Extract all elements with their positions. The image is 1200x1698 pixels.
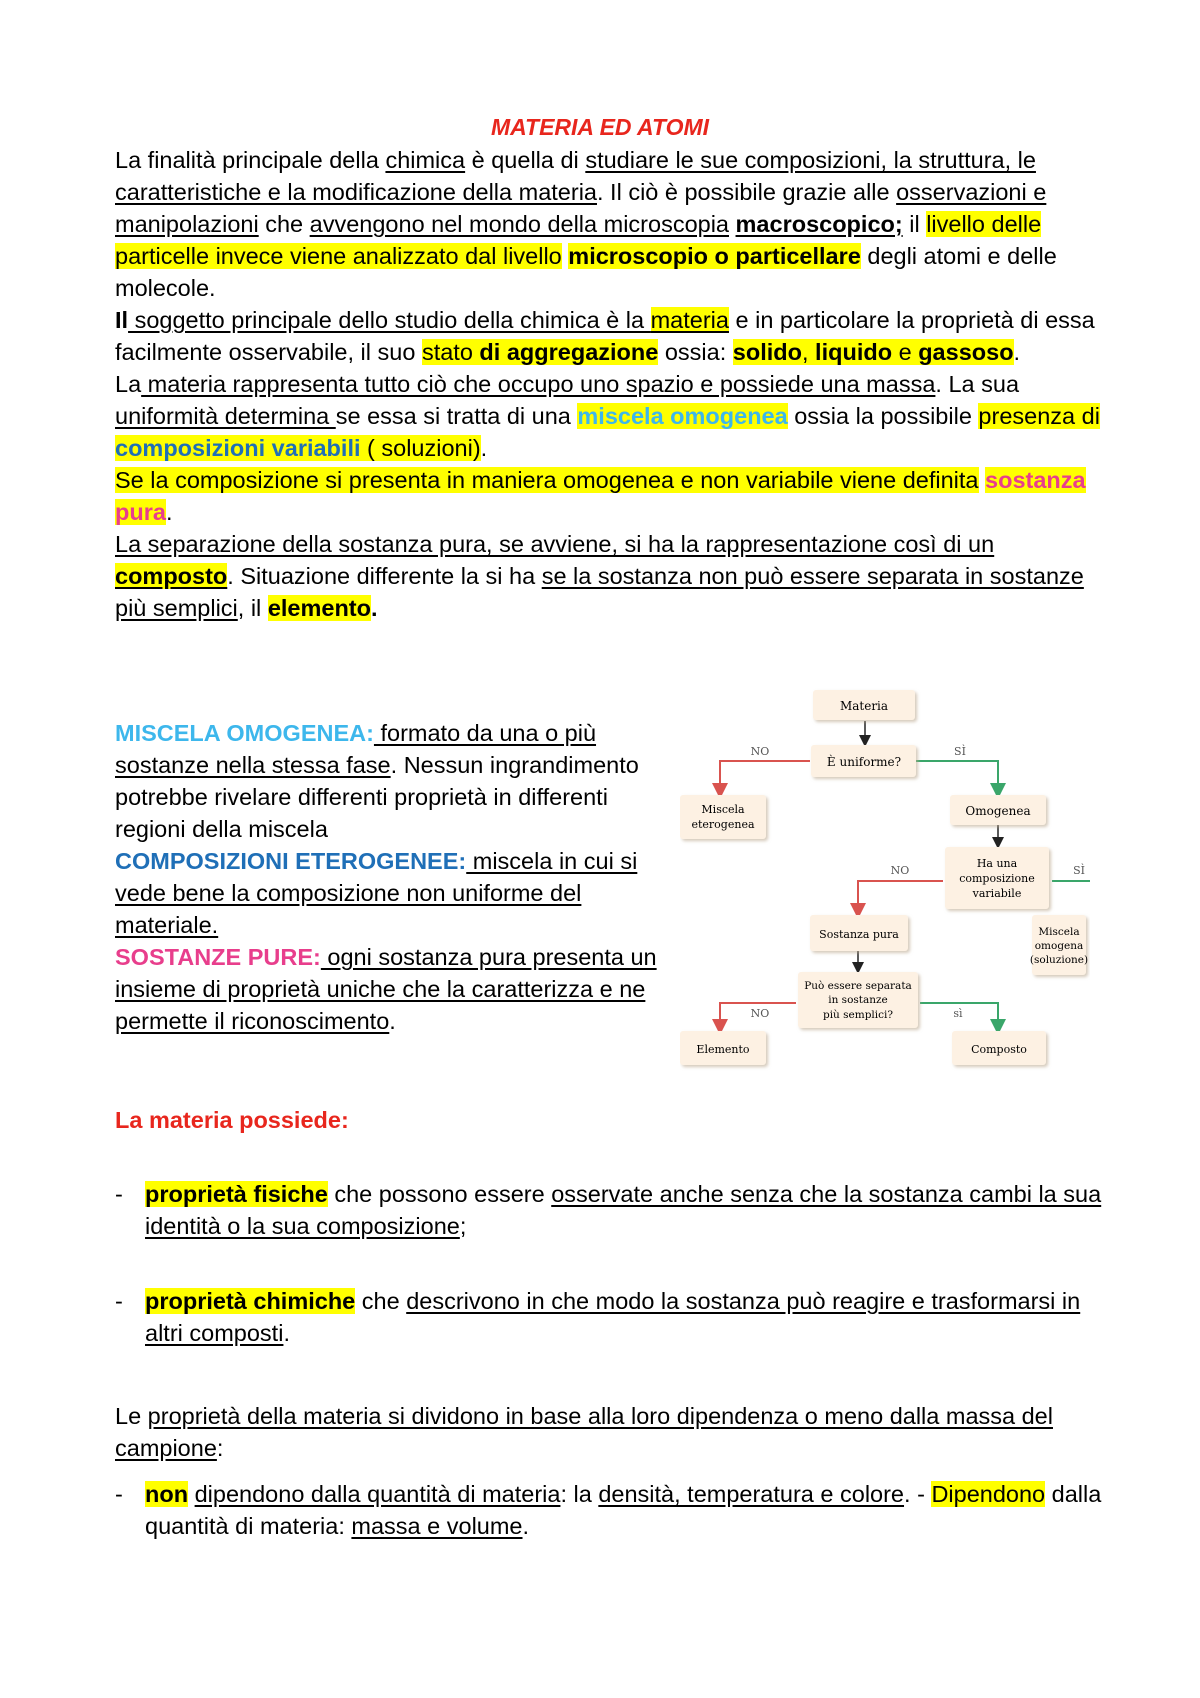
section-heading-possiede: La materia possiede:	[115, 1107, 349, 1133]
text: che	[258, 211, 310, 237]
matter-paragraph	[115, 368, 1105, 464]
label-uniforme: È uniforme?	[826, 755, 902, 769]
text: studiare le sue composizioni, la struttura, le caratteristiche e la modificazione della materia	[115, 147, 1036, 205]
text: . -	[904, 1481, 932, 1507]
page-title: MATERIA ED ATOMI	[490, 114, 710, 140]
highlight: sostanza pura	[115, 467, 1086, 525]
arrow-si-miscela-omogena	[1052, 881, 1090, 911]
highlight: stato	[421, 339, 473, 365]
text: ossia:	[658, 339, 733, 365]
label-separata-3: più semplici?	[822, 1009, 894, 1021]
text: formato da una o più sostanze nella stessa fase	[115, 720, 597, 778]
label-materia: Materia	[839, 699, 889, 713]
label-si-3: sì	[953, 1007, 963, 1020]
text: Le	[115, 1403, 148, 1429]
text: proprietà della materia si dividono in base alla loro dipendenza o meno dalla massa del campione	[115, 1403, 1053, 1461]
highlight: microscopio o particellare	[568, 243, 861, 269]
label-miscela-omogena-3: (soluzione)	[1029, 954, 1089, 966]
separation-paragraph	[115, 528, 1105, 624]
definitions	[115, 717, 675, 1037]
bullet-list-dependence	[115, 1478, 1105, 1542]
highlight: composto	[115, 563, 228, 589]
label-composto: Composto	[971, 1043, 1027, 1056]
text: . La sua	[935, 371, 1020, 397]
arrow-si-omogenea	[916, 761, 998, 791]
text: miscela in cui si vede bene la composizione non uniforme del materiale.	[115, 848, 638, 938]
highlight: Se la composizione si presenta in maniera omogenea e non variabile viene definita	[115, 467, 979, 493]
matter-classification-flowchart	[680, 685, 1090, 1095]
text: degli atomi e delle molecole	[115, 243, 1057, 301]
text: macroscopico;	[735, 211, 903, 237]
text: La	[115, 371, 142, 397]
flowchart-svg	[680, 685, 1090, 1095]
label-no-2: NO	[890, 864, 910, 877]
label-separata-1: Può essere separata	[804, 980, 912, 992]
bullet-dash: -	[115, 1288, 123, 1314]
text: che	[355, 1288, 407, 1314]
label-si-2: SÌ	[1073, 864, 1085, 877]
text: SOSTANZE PURE:	[115, 944, 321, 970]
highlight: ( soluzioni)	[360, 435, 481, 461]
text: .	[522, 1513, 530, 1539]
highlight: e	[892, 339, 919, 365]
def-eterogenee	[115, 845, 675, 941]
bullet-dash: -	[115, 1481, 123, 1507]
arrow-no-sostanza-pura	[858, 881, 943, 911]
bullet-list-chemical	[115, 1285, 1105, 1349]
highlight: proprietà fisiche	[145, 1181, 328, 1207]
highlight: livello delle particelle invece viene analizzato dal livello	[115, 211, 1042, 269]
bullet-chemical	[115, 1285, 1105, 1349]
text: materia rappresenta tutto ciò che occupo uno spazio e possiede una massa	[141, 371, 936, 397]
label-si-1: SÌ	[954, 745, 966, 758]
label-miscela-eterogenea-2: eterogenea	[691, 818, 755, 831]
text: .	[480, 435, 488, 461]
highlight: liquido	[815, 339, 893, 365]
label-ha-una-3: variabile	[972, 887, 1022, 900]
label-no-1: NO	[750, 745, 770, 758]
text: ossia la possibile	[787, 403, 979, 429]
bullet-dependence	[115, 1478, 1105, 1542]
bullet-physical	[115, 1178, 1105, 1242]
text: .	[370, 595, 378, 621]
text: .	[1013, 339, 1021, 365]
text: La separazione della sostanza pura, se avviene, si ha la rappresentazione così di un	[115, 531, 995, 557]
text: dipendono dalla quantità di materia	[194, 1481, 561, 1507]
arrow-no-eterogenea	[720, 761, 810, 791]
text: soggetto principale dello studio della chimica è la	[128, 307, 651, 333]
text: descrivono in che modo la sostanza può reagire e trasformarsi in altri composti	[145, 1288, 1081, 1346]
box-miscela-eterogenea	[680, 795, 766, 839]
highlight: presenza di	[978, 403, 1100, 429]
highlight: di aggregazione	[472, 339, 659, 365]
highlight: composizioni variabili	[115, 435, 361, 461]
text: osservazioni e manipolazioni	[115, 179, 1047, 237]
text: il	[902, 211, 927, 237]
highlight: materia	[650, 307, 729, 333]
label-omogenea: Omogenea	[965, 804, 1031, 818]
text: :	[216, 1435, 224, 1461]
highlight: gassoso	[918, 339, 1014, 365]
highlight: ,	[801, 339, 816, 365]
text: .	[165, 499, 173, 525]
def-omogenea	[115, 717, 675, 845]
highlight: non	[145, 1481, 189, 1507]
highlight: miscela omogenea	[577, 403, 788, 429]
text: : la	[560, 1481, 599, 1507]
text: dalla quantità di materia:	[145, 1481, 1102, 1539]
pure-paragraph	[115, 464, 1105, 528]
text: avvengono nel mondo della microscopia	[309, 211, 729, 237]
label-miscela-omogena-2: omogena	[1034, 940, 1084, 952]
bullet-list-physical	[115, 1178, 1105, 1242]
highlight: elemento	[267, 595, 371, 621]
text: densità, temperatura e colore	[598, 1481, 905, 1507]
label-separata-2: in sostanze	[828, 994, 888, 1006]
text: .	[209, 275, 216, 301]
highlight: solido	[732, 339, 802, 365]
subject-paragraph	[115, 304, 1105, 368]
text: se la sostanza non può essere separata in sostanze più semplici	[115, 563, 1084, 621]
text: massa e volume	[351, 1513, 523, 1539]
text: Il	[115, 307, 129, 333]
label-ha-una-2: composizione	[959, 872, 1035, 885]
label-ha-una-1: Ha una	[976, 857, 1018, 870]
text: osservate anche senza che la sostanza cambi la sua identità o la sua composizione	[145, 1181, 1102, 1239]
text: .	[389, 1008, 396, 1034]
text: , il	[237, 595, 268, 621]
highlight: proprietà chimiche	[145, 1288, 356, 1314]
text: uniformità determina	[115, 403, 336, 429]
text: . Il ciò è possibile grazie alle	[596, 179, 897, 205]
bullet-dash: -	[115, 1181, 123, 1207]
def-pure	[115, 941, 675, 1037]
properties-paragraph	[115, 1400, 1105, 1464]
text: se essa si tratta di una	[335, 403, 578, 429]
label-no-3: NO	[750, 1007, 770, 1020]
text: COMPOSIZIONI ETEROGENEE:	[115, 848, 467, 874]
text: MISCELA OMOGENEA:	[115, 720, 374, 746]
text: ;	[459, 1213, 467, 1239]
label-miscela-eterogenea-1: Miscela	[701, 803, 745, 816]
intro-paragraph	[115, 144, 1105, 304]
text: chimica	[385, 147, 466, 173]
label-elemento: Elemento	[696, 1043, 750, 1056]
text: . Nessun ingrandimento potrebbe rivelare differenti proprietà in differenti regioni della miscela	[115, 752, 639, 842]
text: ogni sostanza pura presenta un insieme di proprietà uniche che la caratterizza e ne permette il riconoscimento	[115, 944, 657, 1034]
label-miscela-omogena-1: Miscela	[1038, 926, 1080, 938]
text: . Situazione differente la si ha	[227, 563, 542, 589]
text: e in particolare la proprietà di essa facilmente osservabile, il suo	[115, 307, 1095, 365]
label-sostanza-pura: Sostanza pura	[819, 928, 899, 941]
text: che possono essere	[327, 1181, 552, 1207]
text: La finalità principale della	[115, 147, 386, 173]
highlight: Dipendono	[931, 1481, 1046, 1507]
text: è quella di	[465, 147, 586, 173]
intro-body	[115, 144, 1105, 624]
text: .	[283, 1320, 290, 1346]
